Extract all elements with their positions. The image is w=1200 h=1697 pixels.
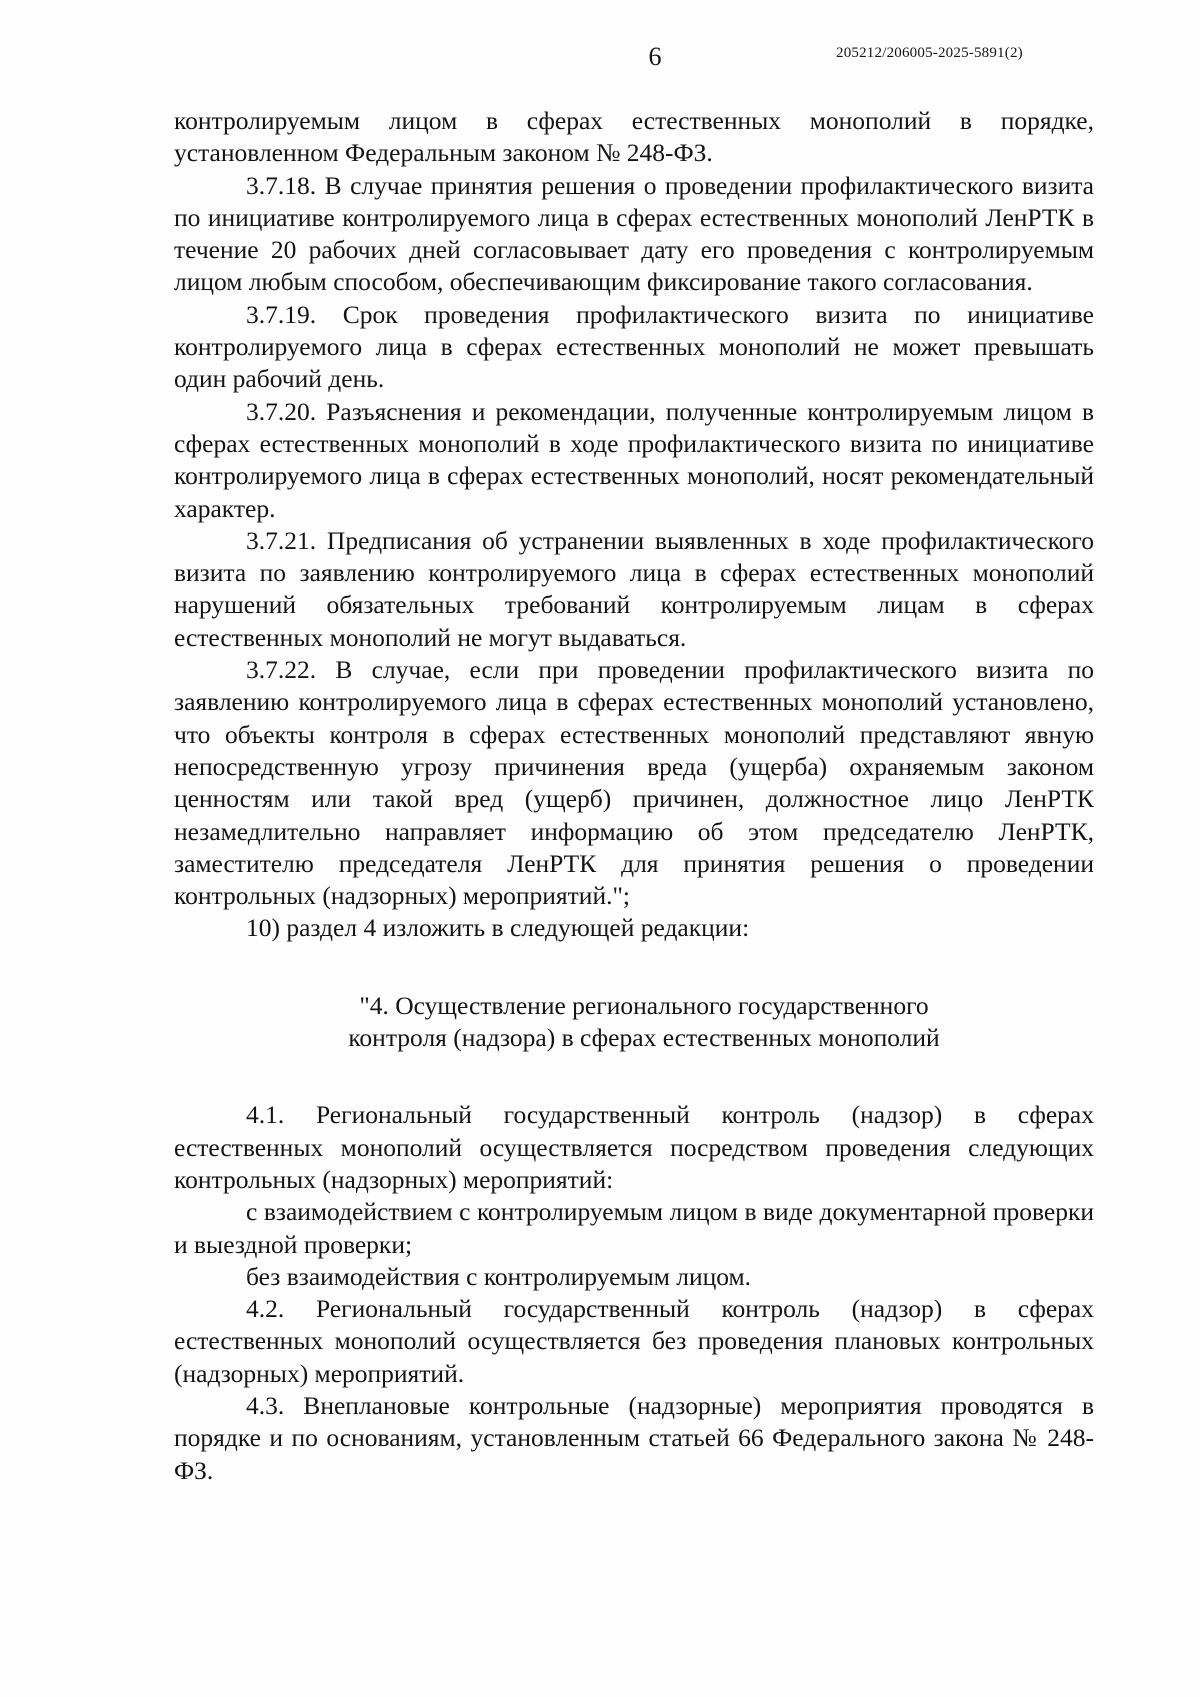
paragraph-4-3: 4.3. Внеплановые контрольные (надзорные) мероприятия проводятся в порядке и по основаниям, установленным статьей 66 Федерального закона № 248-ФЗ. xyxy=(174,1390,1094,1485)
document-id: 205212/206005-2025-5891(2) xyxy=(836,45,1023,61)
paragraph-4-2: 4.2. Региональный государственный контроль (надзор) в сферах естественных монополий осуществляется без проведения плановых контрольных (надзорных) мероприятий. xyxy=(174,1294,1094,1388)
paragraph-3-7-19: 3.7.19. Срок проведения профилактического визита по инициативе контролируемого лица в сферах естественных монополий не может превышать один рабочий день. xyxy=(174,299,1094,394)
section-4-heading xyxy=(174,990,1094,1055)
paragraph-3-7-21: 3.7.21. Предписания об устранении выявленных в ходе профилактического визита по заявлению контролируемого лица в сферах естественных монополий нарушений обязательных требований контролируемым лицам в сферах естественных монополий не могут выдаваться. xyxy=(174,525,1094,652)
page-number: 6 xyxy=(648,42,662,71)
paragraph-4-1: 4.1. Региональный государственный контроль (надзор) в сферах естественных монополий осуществляется посредством проведения следующих контрольных (надзорных) мероприятий: xyxy=(174,1100,1094,1194)
paragraph-4-1-interaction: с взаимодействием с контролируемым лицом в виде документарной проверки и выездной проверки; xyxy=(174,1197,1094,1259)
paragraph-3-7-20: 3.7.20. Разъяснения и рекомендации, полученные контролируемым лицом в сферах естественных монополий в ходе профилактического визита по инициативе контролируемого лица в сферах естественных монополий, носят рекомендательный характер. xyxy=(174,396,1094,523)
paragraph-3-7-18: 3.7.18. В случае принятия решения о проведении профилактического визита по инициативе контролируемого лица в сферах естественных монополий ЛенРТК в течение 20 рабочих дней согласовывает дату его проведения с контролируемым лицом любым способом, обеспечивающим фиксирование такого согласования. xyxy=(174,170,1094,297)
paragraph-continuation: контролируемым лицом в сферах естественных монополий в порядке, установленном Федеральным законом № 248-ФЗ. xyxy=(174,106,1094,168)
section-heading-line-1: "4. Осуществление регионального государственного xyxy=(359,990,929,1020)
paragraph-item-10: 10) раздел 4 изложить в следующей редакции: xyxy=(246,913,750,943)
paragraph-3-7-22: 3.7.22. В случае, если при проведении профилактического визита по заявлению контролируемого лица в сферах естественных монополий установлено, что объекты контроля в сферах естественных монополий представляют явную непосредственную угрозу причинения вреда (ущерба) охраняемым законом ценностям или такой вред (ущерб) причинен, должностное лицо ЛенРТК незамедлительно направляет информацию об этом председателю ЛенРТК, заместителю председателя ЛенРТК для принятия решения о проведении контрольных (надзорных) мероприятий."; xyxy=(174,655,1094,911)
paragraph-4-1-no-interaction: без взаимодействия с контролируемым лицом. xyxy=(246,1261,752,1291)
section-heading-line-2: контроля (надзора) в сферах естественных монополий xyxy=(348,1023,940,1053)
document-body xyxy=(174,105,1094,1487)
